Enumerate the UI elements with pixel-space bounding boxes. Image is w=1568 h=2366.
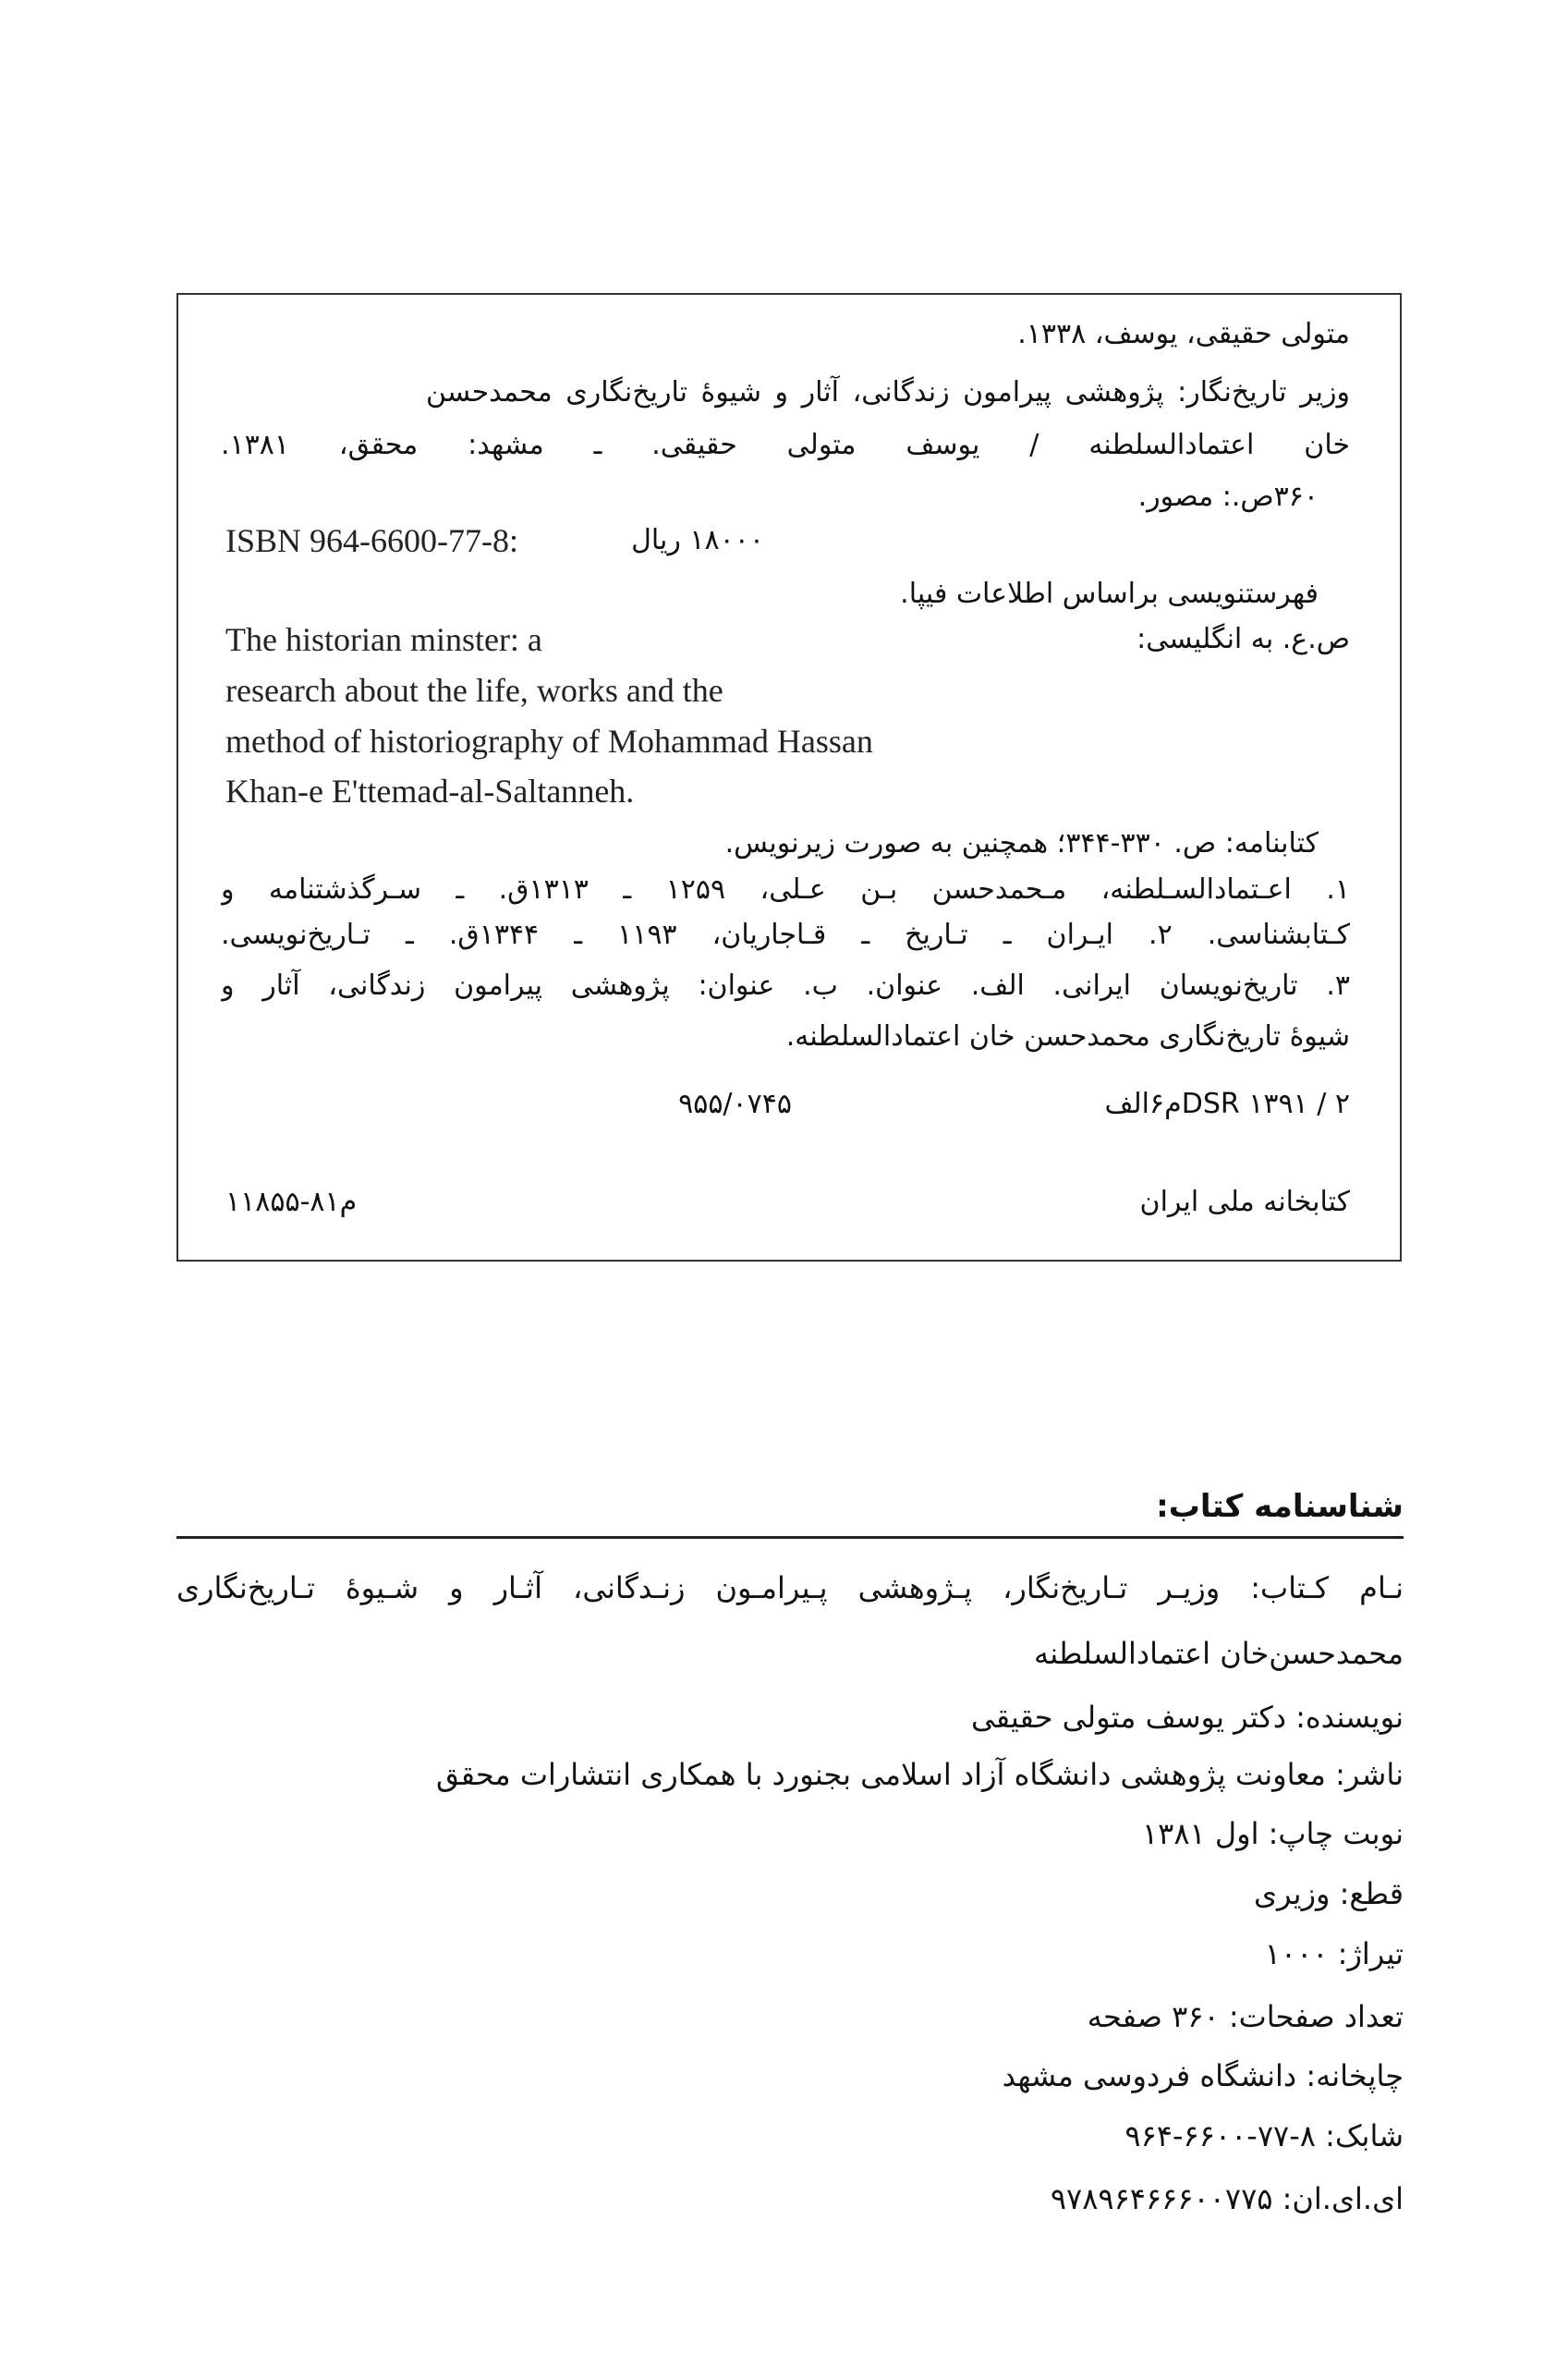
card-dewey: ۹۵۵/۰۷۴۵: [678, 1088, 792, 1120]
book-edition: نوبت چاپ: اول ۱۳۸۱: [1141, 1816, 1404, 1851]
card-lc-class: DSR ۱۳۹۱ / ۲م۶الف: [1104, 1088, 1350, 1120]
book-format: قطع: وزیری: [1253, 1876, 1404, 1911]
book-printer: چاپخانه: دانشگاه فردوسی مشهد: [1002, 2058, 1404, 2093]
card-subjects-3: ۳. تاریخ‌نویسان ایرانی. الف. عنوان. ب. عنوان: پژوهشی پیرامون زندگانی، آثار و: [221, 970, 1350, 1002]
card-price: ۱۸۰۰۰ ریال: [631, 524, 764, 556]
card-title-line-1: وزیر تاریخ‌نگار: پژوهشی پیرامون زندگانی، آثار و شیوهٔ تاریخ‌نگاری محمدحسن: [426, 376, 1350, 409]
card-english-title-2: research about the life, works and the: [225, 672, 723, 709]
card-english-title-1: The historian minster: a: [225, 621, 542, 658]
heading-divider: [176, 1536, 1404, 1539]
card-subjects-4: شیوهٔ تاریخ‌نگاری محمدحسن خان اعتمادالسلطنه.: [785, 1020, 1350, 1053]
card-subjects-1: ۱. اعـتمادالسـلطنه، مـحمدحسن بـن عـلی، ۱۲۵۹ ـ ۱۳۱۳ق. ـ سـرگذشتنامه و: [221, 873, 1350, 906]
book-page-count: تعداد صفحات: ۳۶۰ صفحه: [1087, 1999, 1404, 2034]
card-fipa-note: فهرستنویسی براساس اطلاعات فیپا.: [900, 578, 1319, 610]
book-info-heading: شناسنامه کتاب:: [1156, 1488, 1404, 1525]
card-bibliography: کتابنامه: ص. ۳۳۰-۳۴۴؛ همچنین به صورت زیرنویس.: [724, 827, 1319, 860]
card-english-label: ص.ع. به انگلیسی:: [1136, 623, 1350, 655]
card-english-title-3: method of historiography of Mohammad Hassan: [225, 723, 873, 760]
card-author: متولی حقیقی، یوسف، ۱۳۳۸.: [1017, 318, 1350, 350]
book-title-line-1: نـام کـتاب: وزیـر تـاریخ‌نگار، پـژوهشی پـیرامـون زنـدگانی، آثـار و شـیوهٔ تـاریخ‌نگاری: [176, 1570, 1404, 1605]
card-pages: ۳۶۰ص.: مصور.: [1137, 481, 1319, 513]
card-english-title-4: Khan-e E'ttemad-al-Saltanneh.: [225, 773, 635, 810]
book-print-run: تیراژ: ۱۰۰۰: [1264, 1936, 1404, 1971]
book-ean: ای.ای.ان: ۹۷۸۹۶۴۶۶۶۰۰۷۷۵: [1050, 2181, 1404, 2216]
book-title-line-2: محمدحسن‌خان اعتمادالسلطنه: [1034, 1636, 1404, 1671]
card-library: کتابخانه ملی ایران: [1139, 1186, 1350, 1218]
card-record-number: م۸۱-۱۱۸۵۵: [225, 1186, 358, 1218]
book-isbn: شابک: ۸-۷۷-۶۶۰۰-۹۶۴: [1124, 2118, 1404, 2153]
book-publisher: ناشر: معاونت پژوهشی دانشگاه آزاد اسلامی بجنورد با همکاری انتشارات محقق: [435, 1757, 1404, 1792]
card-title-line-2: خان اعتمادالسلطنه / یوسف متولی حقیقی. ـ مشهد: محقق، ۱۳۸۱.: [221, 429, 1350, 461]
book-author: نویسنده: دکتر یوسف متولی حقیقی: [971, 1700, 1404, 1735]
card-subjects-2: کـتابشناسی. ۲. ایـران ـ تـاریخ ـ قـاجاریان، ۱۱۹۳ ـ ۱۳۴۴ق. ـ تـاریخ‌نویسی.: [221, 919, 1350, 951]
card-isbn: ISBN 964-6600-77-8:: [225, 522, 518, 559]
